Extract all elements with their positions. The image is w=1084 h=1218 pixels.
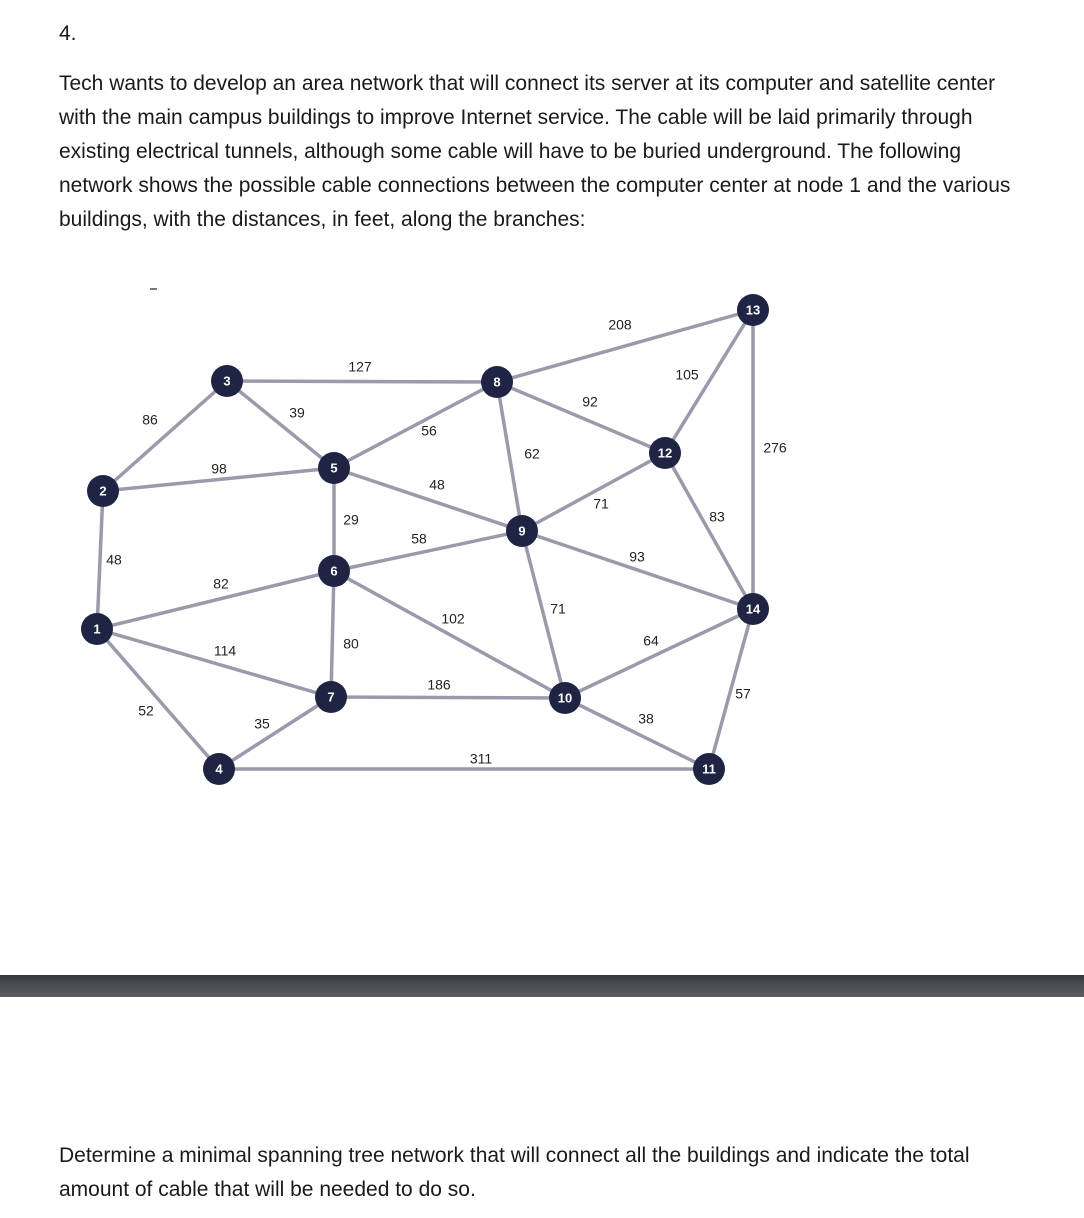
node-6 xyxy=(318,555,350,587)
edge-label-1-6: 82 xyxy=(213,575,229,592)
node-label-1: 1 xyxy=(93,621,101,637)
node-label-5: 5 xyxy=(330,460,338,476)
edge-label-8-13: 208 xyxy=(608,316,632,333)
edge-label-10-11: 38 xyxy=(638,710,654,727)
node-label-14: 14 xyxy=(745,601,761,617)
node-label-8: 8 xyxy=(493,374,501,390)
edge-label-2-5: 98 xyxy=(211,460,227,477)
edge-5-9 xyxy=(334,468,522,531)
edge-label-4-11: 311 xyxy=(469,750,493,767)
node-label-11: 11 xyxy=(702,761,716,777)
node-label-6: 6 xyxy=(330,563,338,579)
edge-label-3-5: 39 xyxy=(289,404,305,421)
node-5 xyxy=(318,452,350,484)
node-label-10: 10 xyxy=(557,690,573,706)
edge-label-3-8: 127 xyxy=(348,358,372,375)
edge-label-4-7: 35 xyxy=(254,715,270,732)
edge-label-5-8: 56 xyxy=(421,422,437,439)
edge-8-9 xyxy=(497,382,522,531)
edge-3-8 xyxy=(227,381,497,382)
edge-label-7-10: 186 xyxy=(427,676,451,693)
question-intro-text: Tech wants to develop an area network that will connect its server at its computer and satellite center with the main campus buildings to improve Internet service. The cable will be laid primarily through existing electrical tunnels, although some cable will have to be buried underground. The following network shows the possible cable connections between the computer center at node 1 and the various buildings, with the distances, in feet, along the branches: xyxy=(59,72,1011,231)
edge-label-6-9: 58 xyxy=(411,530,427,547)
node-label-2: 2 xyxy=(99,483,107,499)
edge-2-3 xyxy=(103,381,227,491)
edge-label-8-9: 62 xyxy=(524,445,540,462)
node-7 xyxy=(315,681,347,713)
node-1 xyxy=(81,613,113,645)
edge-1-7 xyxy=(97,629,331,697)
section-divider xyxy=(0,975,1084,997)
edge-label-9-10: 71 xyxy=(550,600,566,617)
node-11 xyxy=(693,753,725,785)
edge-label-1-2: 48 xyxy=(106,551,122,568)
node-3 xyxy=(211,365,243,397)
edge-10-14 xyxy=(565,609,753,698)
edge-8-12 xyxy=(497,382,665,453)
node-14 xyxy=(737,593,769,625)
edge-3-5 xyxy=(227,381,334,468)
edge-label-9-12: 71 xyxy=(593,495,609,512)
edge-9-12 xyxy=(522,453,665,531)
edge-label-2-3: 86 xyxy=(142,411,158,428)
edge-label-1-7: 114 xyxy=(213,642,237,659)
node-label-4: 4 xyxy=(215,761,223,777)
network-edges xyxy=(97,310,787,769)
edge-5-8 xyxy=(334,382,497,468)
node-label-7: 7 xyxy=(327,689,335,705)
edge-10-11 xyxy=(565,698,709,769)
edge-12-14 xyxy=(665,453,753,609)
node-label-9: 9 xyxy=(518,523,526,539)
edge-6-9 xyxy=(334,531,522,571)
node-8 xyxy=(481,366,513,398)
edge-1-2 xyxy=(97,491,103,629)
node-4 xyxy=(203,753,235,785)
edge-7-10 xyxy=(331,697,565,698)
node-label-13: 13 xyxy=(745,302,761,318)
edge-6-7 xyxy=(331,571,334,697)
cable-network-diagram xyxy=(0,280,1084,800)
node-2 xyxy=(87,475,119,507)
edge-label-1-4: 52 xyxy=(138,702,154,719)
node-13 xyxy=(737,294,769,326)
edge-label-9-14: 93 xyxy=(629,548,645,565)
edge-label-5-6: 29 xyxy=(343,511,359,528)
edge-label-12-14: 83 xyxy=(709,508,725,525)
edge-9-14 xyxy=(522,531,753,609)
edge-label-8-12: 92 xyxy=(582,393,598,410)
question-prompt-text: Determine a minimal spanning tree network that will connect all the buildings and indicate the total amount of cable that will be needed to do so. xyxy=(59,1144,970,1201)
edge-1-4 xyxy=(97,629,219,769)
edge-label-6-10: 102 xyxy=(441,610,465,627)
edge-4-7 xyxy=(219,697,331,769)
edge-label-5-9: 48 xyxy=(429,476,445,493)
node-12 xyxy=(649,437,681,469)
edge-label-6-7: 80 xyxy=(343,635,359,652)
node-label-12: 12 xyxy=(657,445,673,461)
node-10 xyxy=(549,682,581,714)
question-number: 4. xyxy=(59,22,77,45)
edge-label-13-14: 276 xyxy=(763,439,787,456)
edge-label-10-14: 64 xyxy=(643,632,659,649)
node-9 xyxy=(506,515,538,547)
edge-label-11-14: 57 xyxy=(735,685,751,702)
edge-label-12-13: 105 xyxy=(675,366,699,383)
node-label-3: 3 xyxy=(223,373,231,389)
